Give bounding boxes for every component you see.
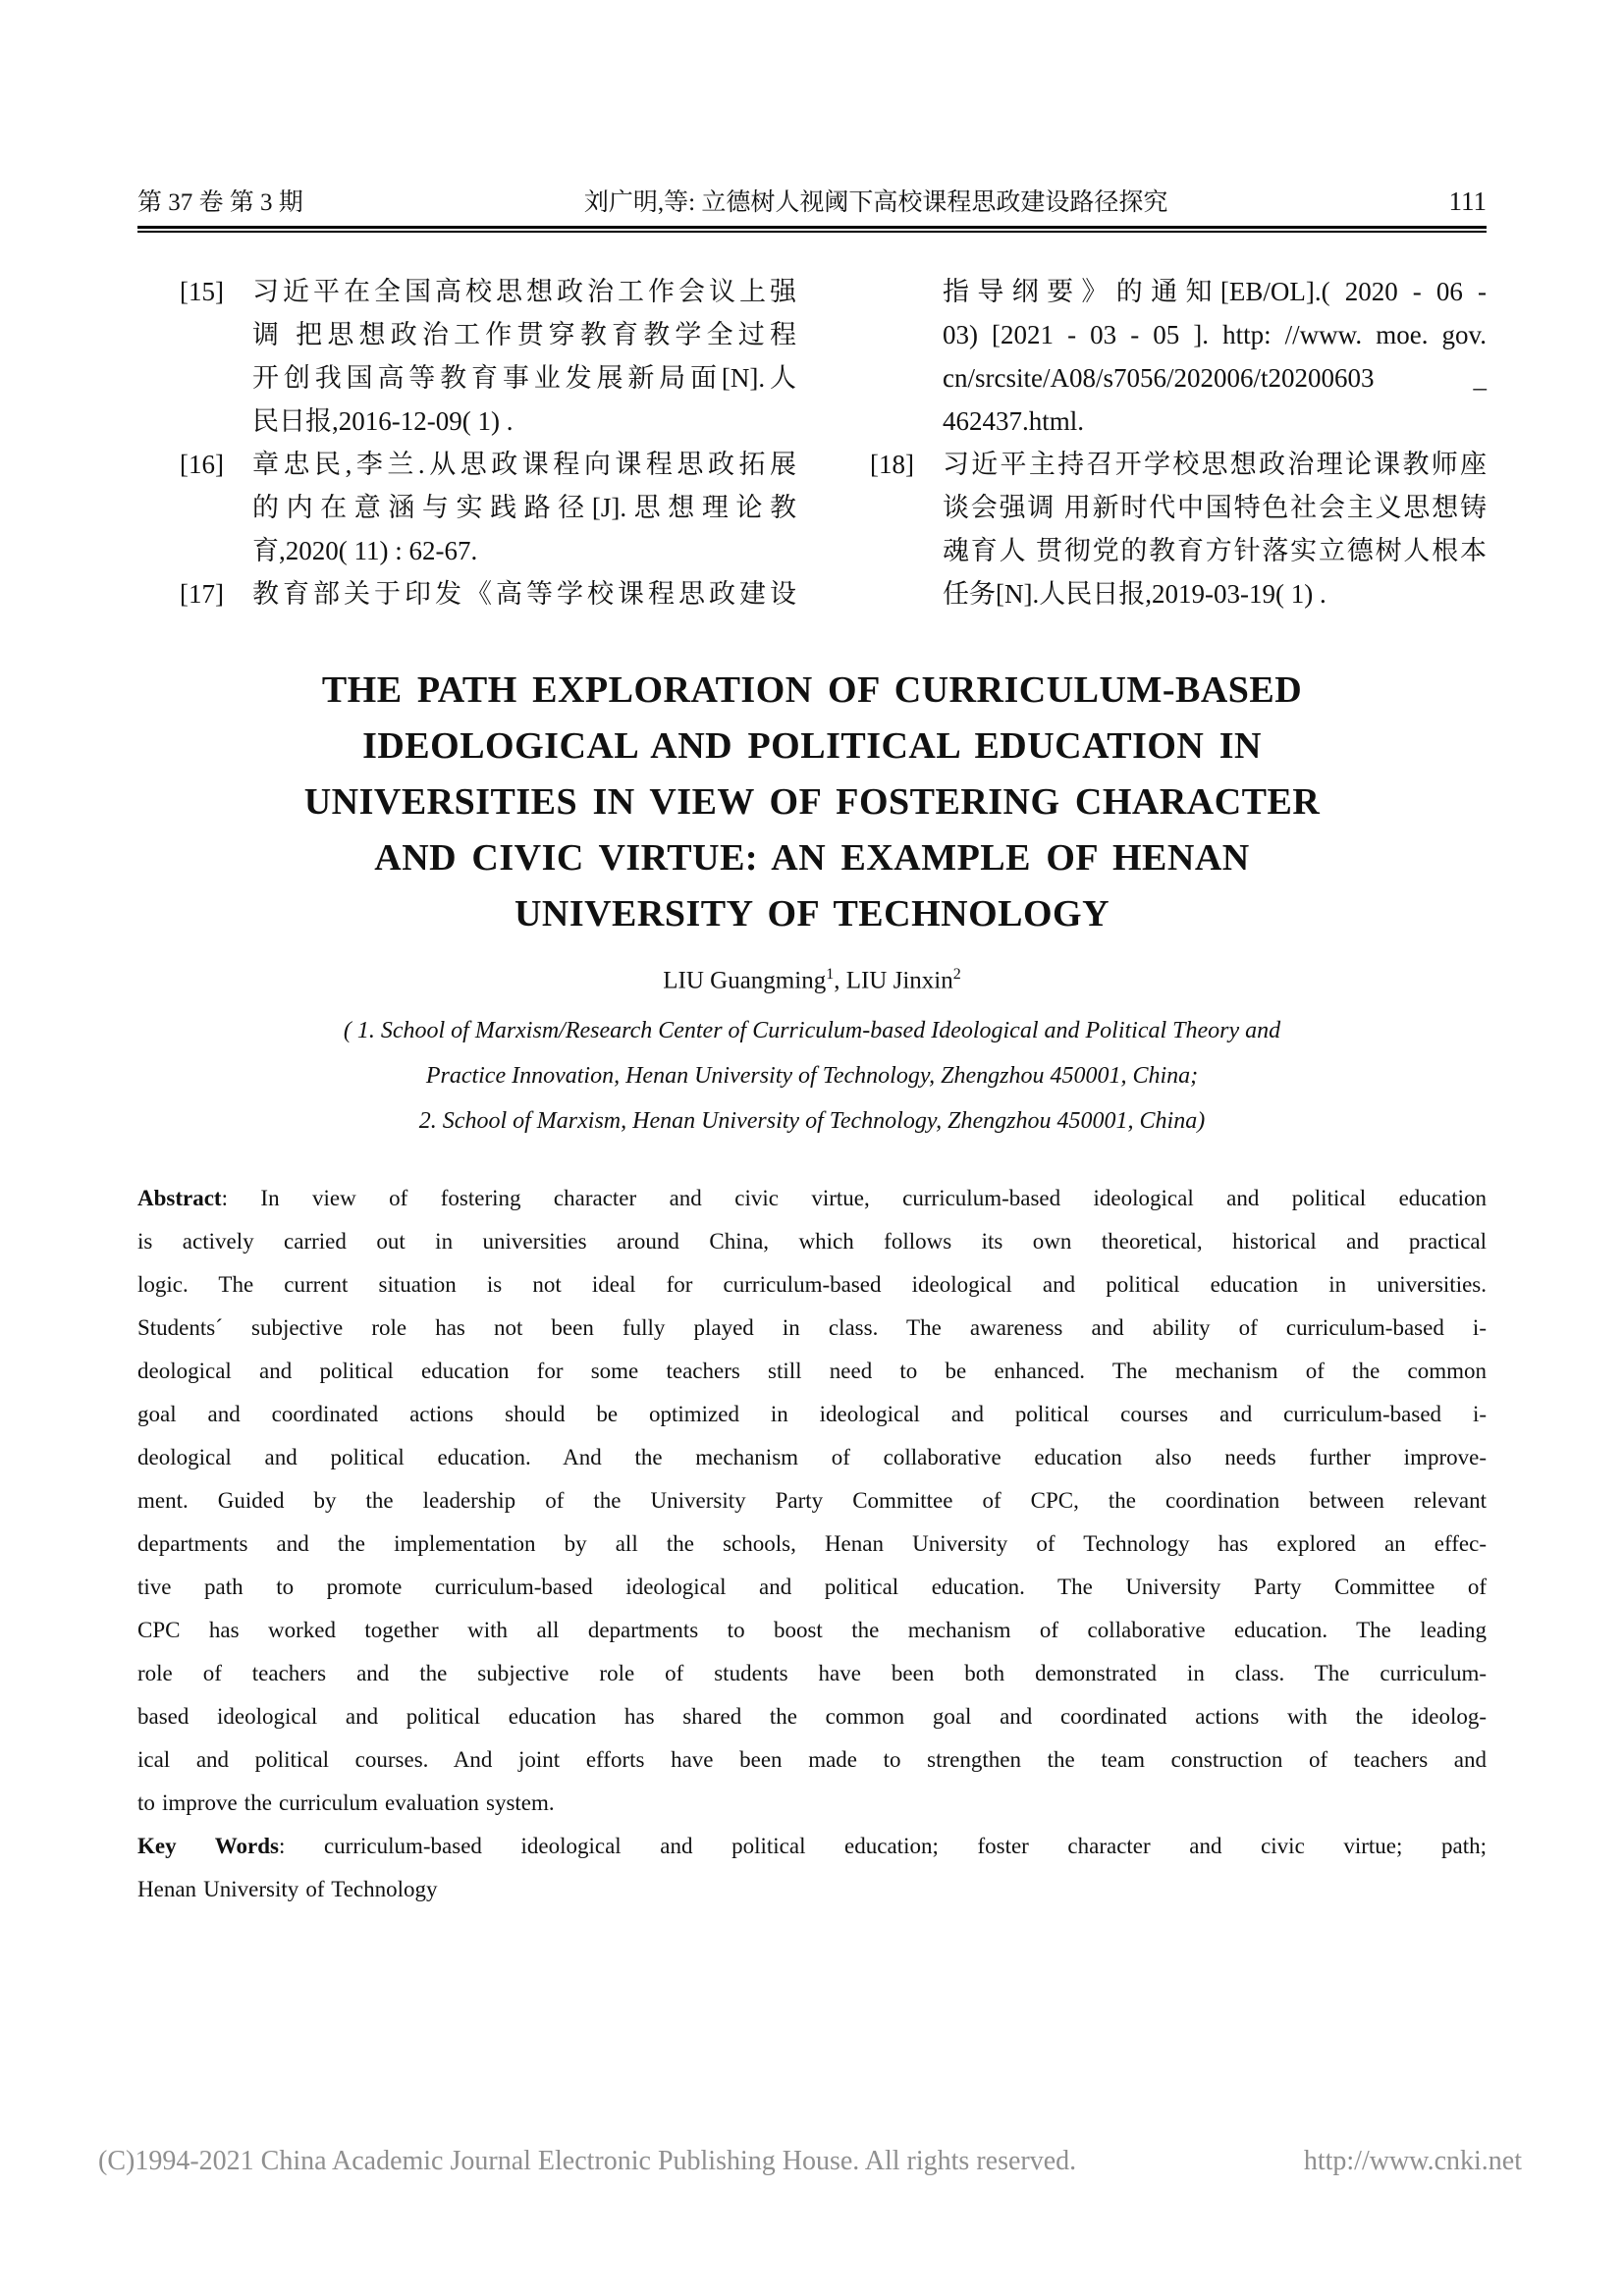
author-affiliation-mark: 2 <box>952 966 961 983</box>
affiliation-line: Practice Innovation, Henan University of Technology, Zhengzhou 450001, China; <box>425 1063 1199 1090</box>
title-line: IDEOLOGICAL AND POLITICAL EDUCATION IN <box>362 725 1262 767</box>
reference-text <box>252 572 796 615</box>
reference-line: 任务[N].人民日报,2019-03-19( 1) . <box>943 579 1326 609</box>
header-page-number: 111 <box>1448 187 1487 216</box>
footer-url: http://www.cnki.net <box>1303 2146 1522 2176</box>
abstract-colon: : <box>221 1186 261 1211</box>
reference-number: [18] <box>870 450 914 479</box>
reference-line: 462437.html. <box>943 406 1085 436</box>
title-line: THE PATH EXPLORATION OF CURRICULUM-BASED <box>321 669 1303 711</box>
header-divider-rule <box>137 226 1487 233</box>
page-header <box>137 0 1487 218</box>
footer-copyright: (C)1994-2021 China Academic Journal Electronic Publishing House. All rights reserved. <box>98 2146 1077 2176</box>
abstract-line: deological and political education for some teachers still need to be enhanced. The mechanism of the common <box>137 1359 1487 1384</box>
author-list <box>137 966 1487 994</box>
reference-item-17 <box>180 572 796 615</box>
affiliation-line: 2. School of Marxism, Henan University of Technology, Zhengzhou 450001, China) <box>418 1108 1206 1135</box>
abstract-line: tive path to promote curriculum-based ideological and political education. The University Party Committee of <box>137 1575 1487 1600</box>
abstract-line: Students´ subjective role has not been fully played in class. The awareness and ability of curriculum-based i- <box>137 1315 1487 1341</box>
reference-number: [17] <box>180 579 224 609</box>
references-section <box>137 270 1487 615</box>
header-volume-issue: 第 37 卷 第 3 期 <box>137 189 303 216</box>
abstract-line: logic. The current situation is not ideal for curriculum-based ideological and political education in universities. <box>137 1272 1487 1298</box>
abstract-label: Abstract <box>137 1186 222 1211</box>
reference-number: [16] <box>180 450 224 479</box>
affiliation-line: ( 1. School of Marxism/Research Center of Curriculum-based Ideological and Political Theory and <box>343 1018 1281 1044</box>
abstract-line: is actively carried out in universities around China, which follows its own theoretical, historical and practical <box>137 1229 1487 1255</box>
abstract-line: based ideological and political education has shared the common goal and coordinated actions with the ideolog- <box>137 1704 1487 1730</box>
references-left-column <box>137 270 796 615</box>
reference-number: [15] <box>180 277 224 306</box>
reference-line: 教育部关于印发《高等学校课程思政建设 <box>252 579 796 609</box>
abstract-section <box>137 1177 1487 1911</box>
abstract-line <box>137 1177 1487 1220</box>
page-footer <box>98 2146 1522 2177</box>
abstract-line: ical and political courses. And joint efforts have been made to strengthen the team construction of teachers and <box>137 1747 1487 1773</box>
reference-line: 03) [2021 - 03 - 05 ]. http: //www. moe. gov. <box>943 320 1487 349</box>
affiliations <box>137 1008 1487 1144</box>
reference-line: 魂育人 贯彻党的教育方针落实立德树人根本 <box>943 536 1487 565</box>
reference-item-15 <box>180 270 796 443</box>
reference-item-16 <box>180 443 796 572</box>
author-name: LIU Guangming <box>663 967 827 994</box>
reference-text <box>943 270 1487 443</box>
reference-text <box>943 443 1487 615</box>
author-name: , LIU Jinxin <box>834 967 953 994</box>
reference-text <box>252 443 796 572</box>
reference-line: 开创我国高等教育事业发展新局面[N].人 <box>252 363 796 393</box>
reference-line: 谈会强调 用新时代中国特色社会主义思想铸 <box>943 493 1487 522</box>
paper-page <box>137 0 1487 1911</box>
reference-line: 习近平主持召开学校思想政治理论课教师座 <box>943 450 1487 479</box>
abstract-line: ment. Guided by the leadership of the University Party Committee of CPC, the coordination between relevant <box>137 1488 1487 1514</box>
reference-line: 习近平在全国高校思想政治工作会议上强 <box>252 277 796 306</box>
abstract-text: In view of fostering character and civic virtue, curriculum-based ideological and political education <box>260 1186 1487 1211</box>
abstract-line: deological and political education. And the mechanism of collaborative education also needs further improve- <box>137 1445 1487 1470</box>
reference-line: 民日报,2016-12-09( 1) . <box>252 406 514 436</box>
references-right-column <box>851 270 1487 615</box>
keywords-line: Henan University of Technology <box>137 1877 438 1902</box>
abstract-line: role of teachers and the subjective role of students have been both demonstrated in class. The curriculum- <box>137 1661 1487 1686</box>
reference-item-18 <box>870 443 1487 615</box>
keywords-colon: : <box>278 1834 324 1859</box>
abstract-line: CPC has worked together with all departments to boost the mechanism of collaborative education. The leading <box>137 1618 1487 1643</box>
reference-text <box>252 270 796 443</box>
reference-line: 育,2020( 11) : 62-67. <box>252 536 478 565</box>
title-line: AND CIVIC VIRTUE: AN EXAMPLE OF HENAN <box>374 837 1250 879</box>
keywords-label: Key Words <box>137 1834 279 1859</box>
keywords-text: curriculum-based ideological and political education; foster character and civic virtue; path; <box>323 1834 1487 1859</box>
paper-title <box>137 663 1487 942</box>
reference-line: cn/srcsite/A08/s7056/202006/t20200603 _ <box>943 363 1487 393</box>
author-affiliation-mark: 1 <box>826 966 835 983</box>
abstract-line: goal and coordinated actions should be optimized in ideological and political courses and curriculum-based i- <box>137 1402 1487 1427</box>
title-line: UNIVERSITY OF TECHNOLOGY <box>514 893 1110 934</box>
header-running-title: 刘广明,等: 立德树人视阈下高校课程思政建设路径探究 <box>583 189 1168 216</box>
reference-line: 的内在意涵与实践路径[J].思想理论教 <box>252 493 796 522</box>
reference-number <box>870 270 943 443</box>
abstract-line: to improve the curriculum evaluation system. <box>137 1790 555 1816</box>
reference-item-17-continued <box>870 270 1487 443</box>
reference-line: 调 把思想政治工作贯穿教育教学全过程 <box>252 320 796 349</box>
keywords-line <box>137 1825 1487 1868</box>
reference-line: 章忠民,李兰.从思政课程向课程思政拓展 <box>252 450 796 479</box>
abstract-line: departments and the implementation by all the schools, Henan University of Technology has explored an effec- <box>137 1531 1487 1557</box>
reference-line: 指导纲要》的通知[EB/OL].( 2020 - 06 - <box>943 277 1487 306</box>
title-line: UNIVERSITIES IN VIEW OF FOSTERING CHARACTER <box>303 781 1321 823</box>
